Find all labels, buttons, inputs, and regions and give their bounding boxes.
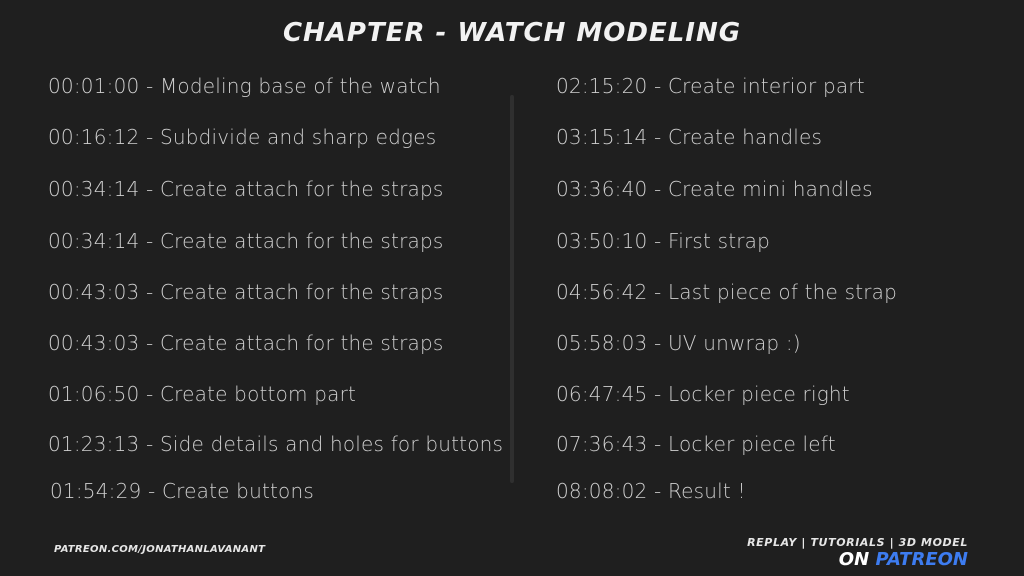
chapter-item: 00:43:03 - Create attach for the straps	[48, 280, 444, 304]
chapter-item: 03:36:40 - Create mini handles	[556, 177, 873, 201]
page-title: CHAPTER - WATCH MODELING	[282, 18, 742, 48]
chapter-item: 07:36:43 - Locker piece left	[556, 432, 836, 456]
chapter-item: 01:23:13 - Side details and holes for buttons	[48, 432, 504, 456]
cta-prefix: ON	[838, 549, 870, 570]
patreon-promo	[747, 536, 968, 570]
patreon-url: PATREON.COM/JONATHANLAVANANT	[54, 544, 266, 555]
chapter-item: 02:15:20 - Create interior part	[556, 74, 865, 98]
chapter-item: 00:01:00 - Modeling base of the watch	[48, 74, 441, 98]
chapter-item: 03:50:10 - First strap	[556, 229, 771, 253]
chapter-item: 03:15:14 - Create handles	[556, 125, 823, 149]
promo-cta	[747, 550, 968, 570]
chapter-item: 00:34:14 - Create attach for the straps	[48, 177, 444, 201]
chapter-item: 00:43:03 - Create attach for the straps	[48, 331, 444, 355]
chapter-item: 04:56:42 - Last piece of the strap	[556, 280, 898, 304]
chapter-item: 05:58:03 - UV unwrap :)	[556, 331, 801, 355]
chapter-item: 01:54:29 - Create buttons	[50, 479, 314, 503]
promo-tagline: REPLAY | TUTORIALS | 3D MODEL	[747, 536, 968, 549]
patreon-brand: PATREON	[875, 549, 968, 570]
chapter-item: 00:34:14 - Create attach for the straps	[48, 229, 444, 253]
chapter-item: 06:47:45 - Locker piece right	[556, 382, 850, 406]
chapter-item: 08:08:02 - Result !	[556, 479, 746, 503]
column-divider	[510, 95, 514, 483]
chapter-item: 00:16:12 - Subdivide and sharp edges	[48, 125, 437, 149]
chapter-item: 01:06:50 - Create bottom part	[48, 382, 357, 406]
